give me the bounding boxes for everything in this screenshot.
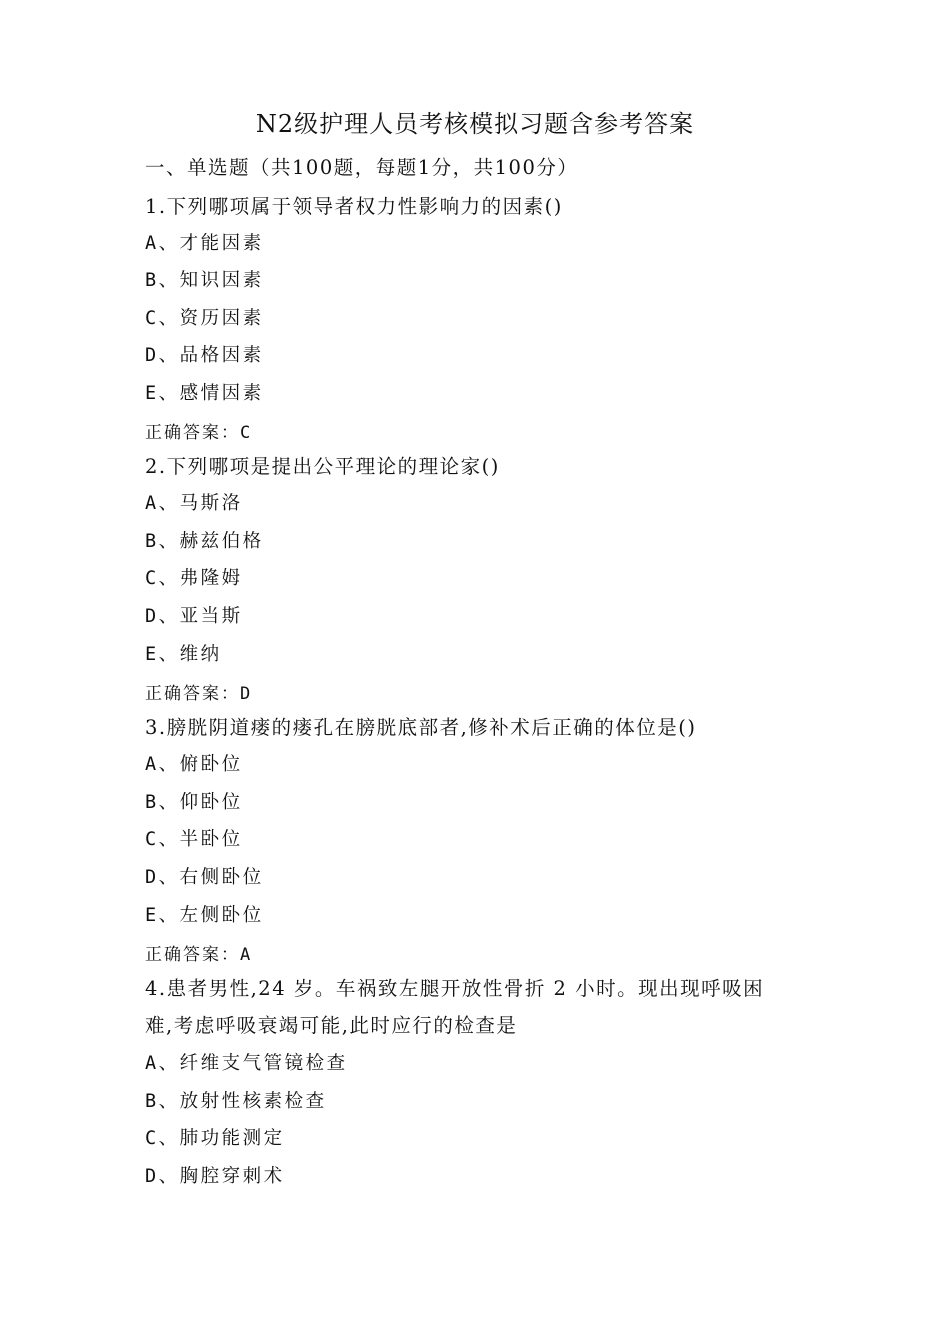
question-1-option-c: C、资历因素 xyxy=(145,308,264,329)
question-3-option-c: C、半卧位 xyxy=(145,829,243,850)
question-3-answer: 正确答案：A xyxy=(145,945,253,965)
question-3-option-a: A、俯卧位 xyxy=(145,754,243,775)
question-2-option-c: C、弗隆姆 xyxy=(145,568,243,589)
question-1-option-e: E、感情因素 xyxy=(145,383,264,404)
question-1-option-d: D、品格因素 xyxy=(145,345,264,366)
question-4-stem-line-2: 难,考虑呼吸衰竭可能,此时应行的检查是 xyxy=(145,1014,518,1037)
question-4-option-b: B、放射性核素检查 xyxy=(145,1091,327,1112)
question-4-stem-line-1: 4.患者男性,24 岁。车祸致左腿开放性骨折 2 小时。现出现呼吸困 xyxy=(145,977,765,1000)
question-3-option-b: B、仰卧位 xyxy=(145,792,243,813)
question-3-option-e: E、左侧卧位 xyxy=(145,905,264,926)
question-1-answer: 正确答案：C xyxy=(145,423,253,443)
document-title: N2级护理人员考核模拟习题含参考答案 xyxy=(255,110,695,138)
question-2-answer: 正确答案：D xyxy=(145,684,253,704)
question-3-stem: 3.膀胱阴道瘘的瘘孔在膀胱底部者,修补术后正确的体位是() xyxy=(145,716,697,739)
question-4-option-c: C、肺功能测定 xyxy=(145,1128,285,1149)
question-2-option-b: B、赫兹伯格 xyxy=(145,531,264,552)
question-3-option-d: D、右侧卧位 xyxy=(145,867,264,888)
question-2-stem: 2.下列哪项是提出公平理论的理论家() xyxy=(145,455,500,478)
question-2-option-d: D、亚当斯 xyxy=(145,606,243,627)
question-1-stem: 1.下列哪项属于领导者权力性影响力的因素() xyxy=(145,195,563,218)
section-heading: 一、单选题（共100题，每题1分，共100分） xyxy=(145,156,579,179)
question-1-option-b: B、知识因素 xyxy=(145,270,264,291)
question-4-option-d: D、胸腔穿刺术 xyxy=(145,1166,285,1187)
question-2-option-a: A、马斯洛 xyxy=(145,493,243,514)
question-2-option-e: E、维纳 xyxy=(145,644,222,665)
question-1-option-a: A、才能因素 xyxy=(145,233,264,254)
question-4-option-a: A、纤维支气管镜检查 xyxy=(145,1053,348,1074)
